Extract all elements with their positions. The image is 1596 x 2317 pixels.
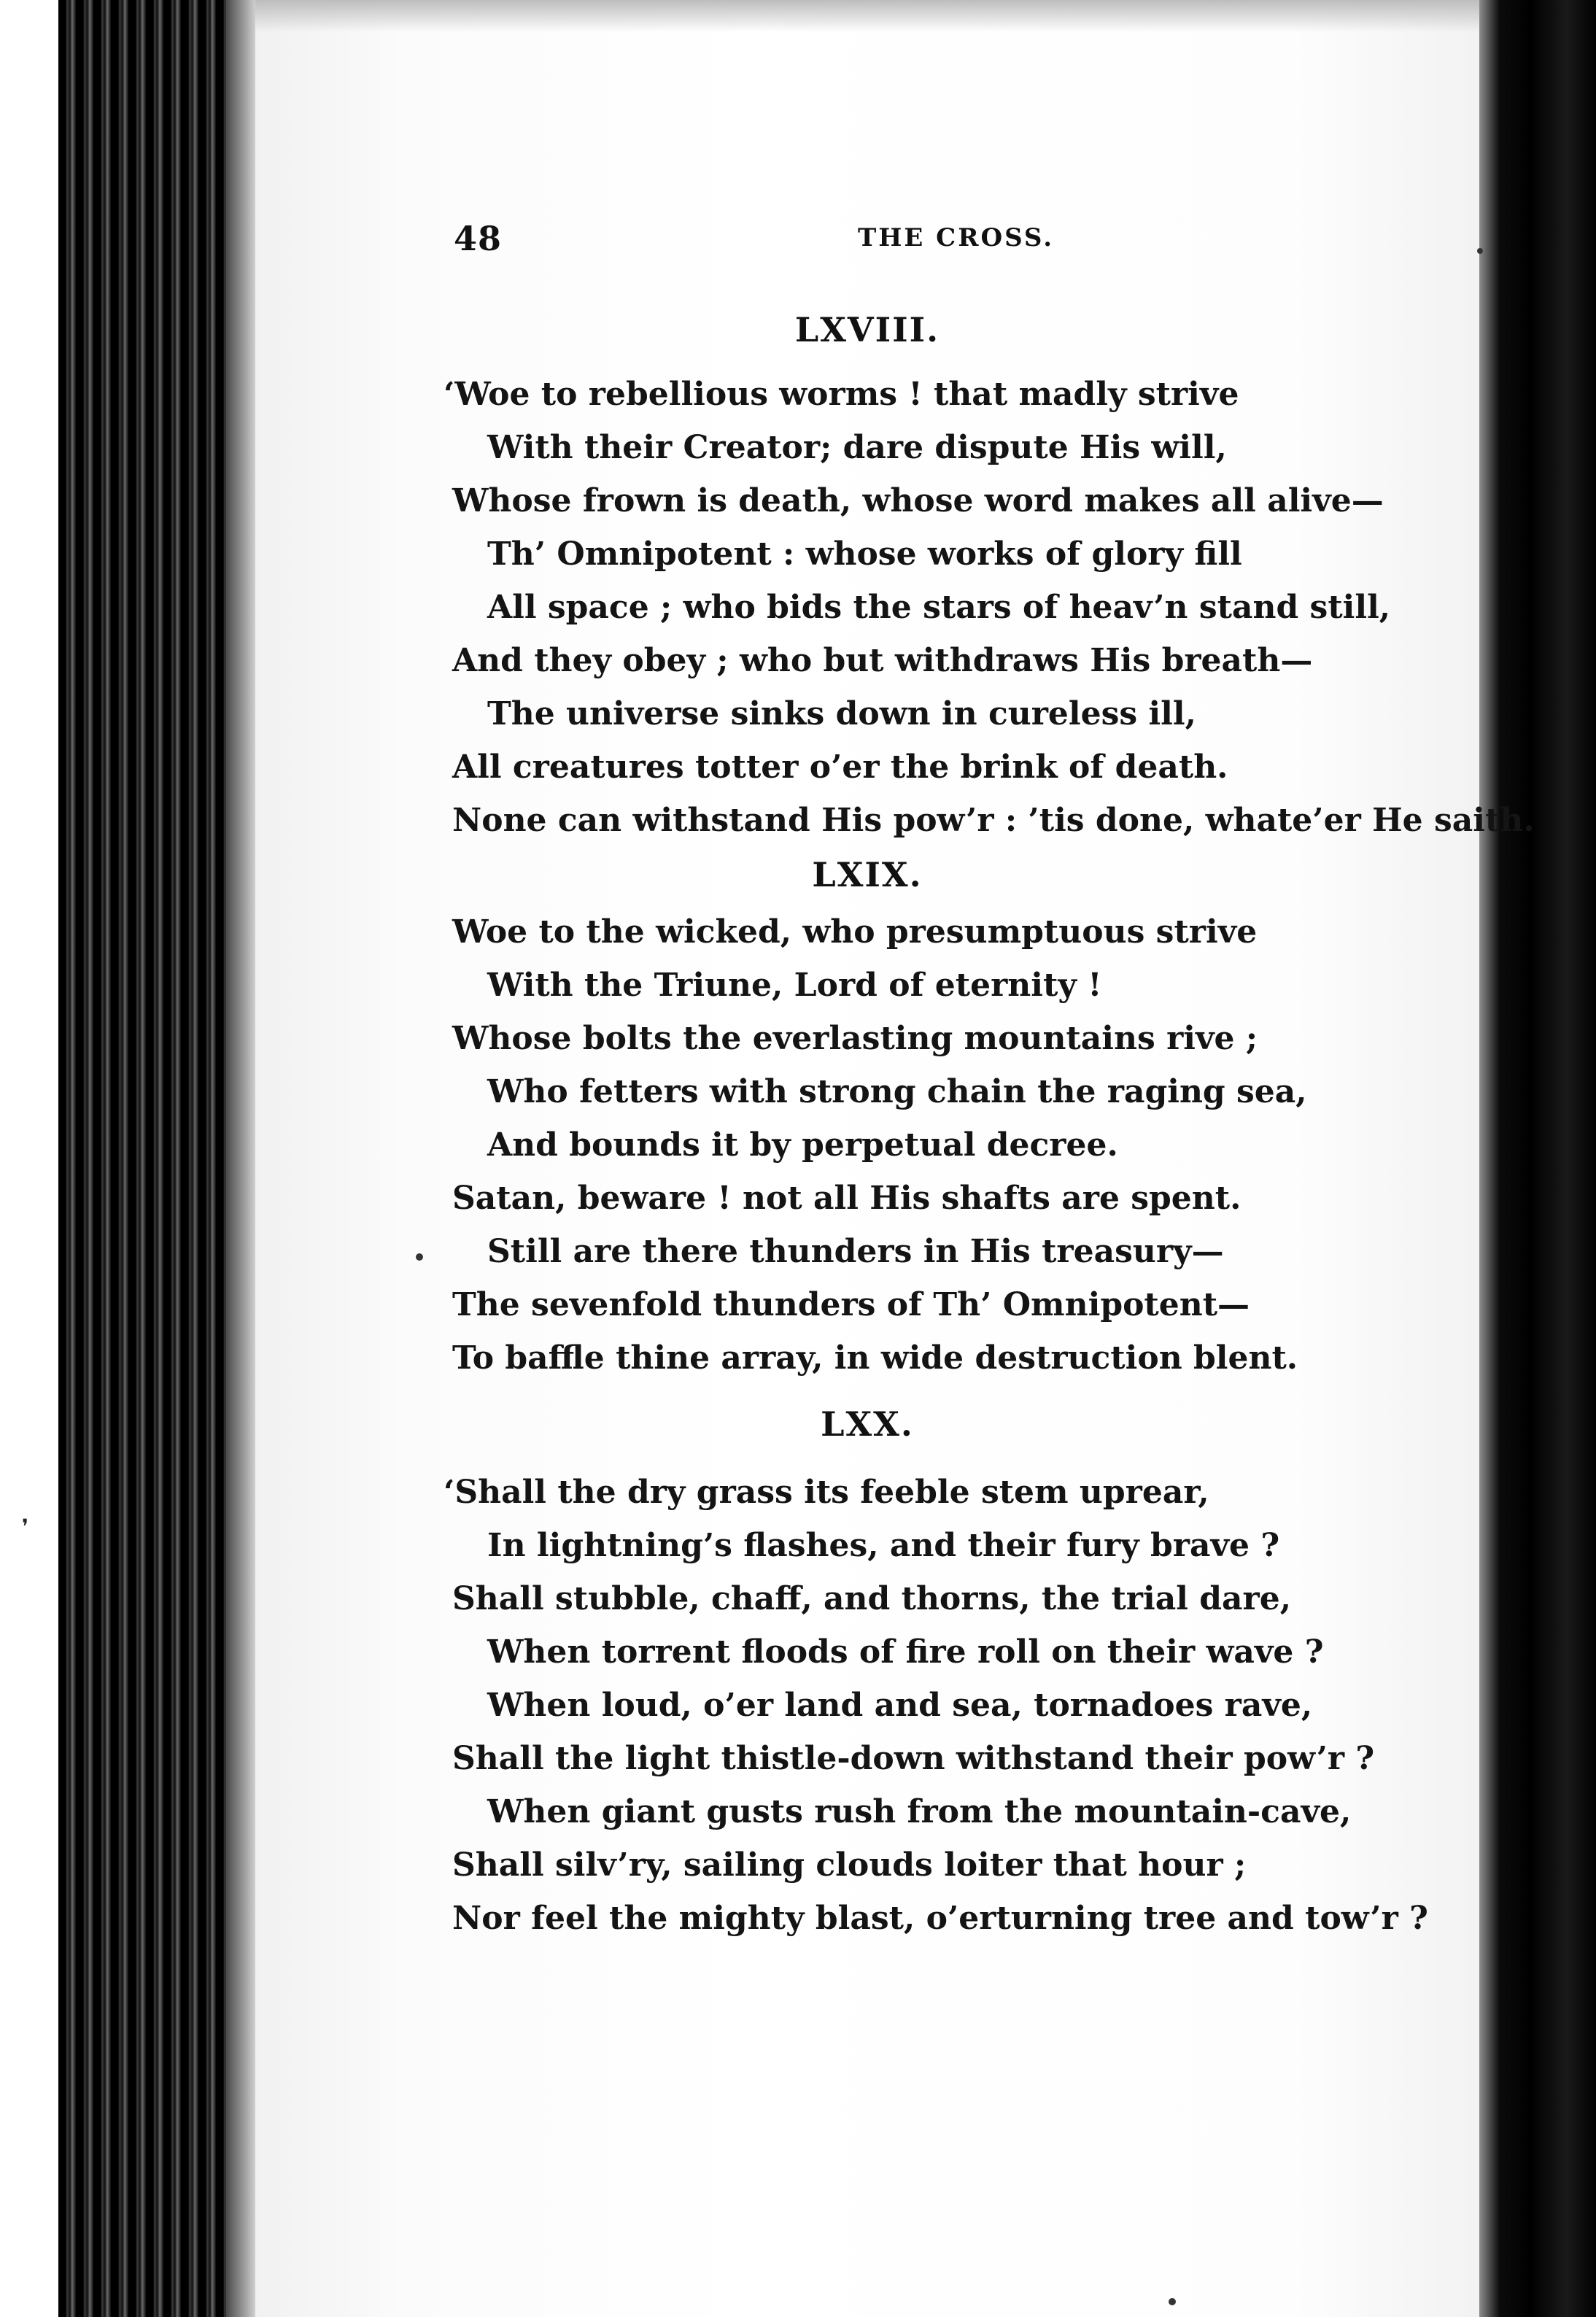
scan-margin (0, 0, 58, 2317)
verse-line: Woe to the wicked, who presumptuous strive (452, 913, 1258, 951)
scan-speck (1477, 248, 1483, 254)
verse-line: Th’ Omnipotent : whose works of glory fill (487, 535, 1242, 573)
verse-line: Who fetters with strong chain the raging sea, (487, 1073, 1307, 1110)
verse-line: Still are there thunders in His treasury— (487, 1233, 1224, 1270)
book-page (255, 0, 1535, 2317)
verse-line: All creatures totter o’er the brink of death. (452, 749, 1228, 786)
verse-line: When giant gusts rush from the mountain-cave, (487, 1793, 1352, 1830)
verse-line: Nor feel the mighty blast, o’erturning tree and tow’r ? (452, 1900, 1428, 1937)
verse-line: With the Triune, Lord of eternity ! (487, 967, 1102, 1004)
verse-line: And they obey ; who but withdraws His breath— (452, 642, 1313, 679)
running-head: THE CROSS. (858, 223, 1055, 252)
verse-line: Whose frown is death, whose word makes all alive— (452, 482, 1384, 519)
stanza-heading: LXX. (821, 1404, 914, 1444)
margin-speck: ❜ (22, 1515, 29, 1539)
verse-line: The universe sinks down in cureless ill, (487, 695, 1196, 732)
scan-speck (416, 1253, 423, 1261)
scan-speck (1169, 2298, 1176, 2305)
verse-line: Shall stubble, chaff, and thorns, the trial dare, (452, 1580, 1292, 1617)
verse-line: ‘Woe to rebellious worms ! that madly strive (443, 376, 1239, 413)
verse-line: None can withstand His pow’r : ’tis done, whate’er He saith. (452, 802, 1535, 839)
verse-line: When loud, o’er land and sea, tornadoes rave, (487, 1687, 1313, 1724)
verse-line: The sevenfold thunders of Th’ Omnipotent— (452, 1286, 1250, 1323)
verse-line: When torrent floods of fire roll on their wave ? (487, 1633, 1324, 1671)
book-page-edges (58, 0, 255, 2317)
verse-line: To baffle thine array, in wide destruction blent. (452, 1339, 1298, 1377)
verse-line: In lightning’s flashes, and their fury brave ? (487, 1527, 1280, 1564)
page-number: 48 (454, 219, 503, 258)
verse-line: All space ; who bids the stars of heav’n stand still, (487, 589, 1391, 626)
verse-line: Whose bolts the everlasting mountains rive ; (452, 1020, 1258, 1057)
verse-line: Satan, beware ! not all His shafts are spent. (452, 1180, 1241, 1217)
verse-line: With their Creator; dare dispute His will, (487, 429, 1227, 466)
verse-line: And bounds it by perpetual decree. (487, 1126, 1118, 1164)
book-spine-shadow (1479, 0, 1596, 2317)
verse-line: ‘Shall the dry grass its feeble stem uprear, (443, 1474, 1209, 1511)
stanza-heading: LXIX. (812, 855, 923, 894)
verse-line: Shall the light thistle-down withstand their pow’r ? (452, 1740, 1375, 1777)
page-top-shadow (255, 0, 1479, 32)
verse-line: Shall silv’ry, sailing clouds loiter that hour ; (452, 1846, 1247, 1884)
stanza-heading: LXVIII. (794, 310, 940, 349)
